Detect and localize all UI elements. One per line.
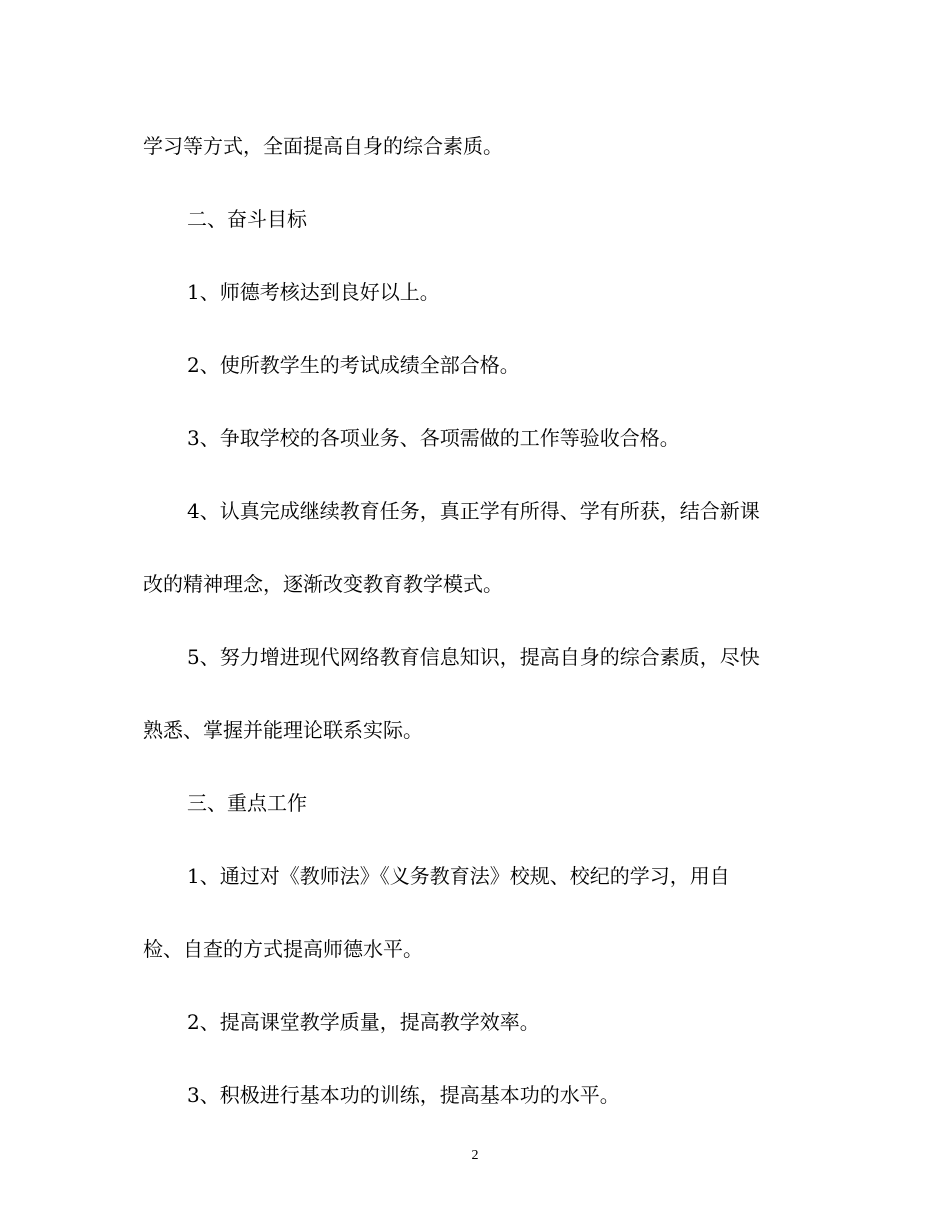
list-item-goal-2: 2、使所教学生的考试成绩全部合格。 xyxy=(187,353,520,377)
list-item-work-1: 1、通过对《教师法》《义务教育法》校规、校纪的学习，用自 xyxy=(187,864,730,888)
section-heading-key-work: 三、重点工作 xyxy=(187,791,307,815)
list-item-work-3: 3、积极进行基本功的训练，提高基本功的水平。 xyxy=(187,1083,620,1107)
list-item-goal-4: 4、认真完成继续教育任务，真正学有所得、学有所获，结合新课 xyxy=(187,499,760,523)
list-item-goal-5: 5、努力增进现代网络教育信息知识，提高自身的综合素质，尽快 xyxy=(187,645,760,669)
section-heading-goals: 二、奋斗目标 xyxy=(187,207,307,231)
list-item-work-2: 2、提高课堂教学质量，提高教学效率。 xyxy=(187,1010,540,1034)
list-item-goal-4-continued: 改的精神理念，逐渐改变教育教学模式。 xyxy=(143,572,503,596)
list-item-goal-1: 1、师德考核达到良好以上。 xyxy=(187,280,440,304)
paragraph-line: 学习等方式，全面提高自身的综合素质。 xyxy=(143,134,503,158)
list-item-goal-5-continued: 熟悉、掌握并能理论联系实际。 xyxy=(143,718,423,742)
page-number: 2 xyxy=(471,1148,479,1163)
document-body xyxy=(143,128,807,1150)
list-item-goal-3: 3、争取学校的各项业务、各项需做的工作等验收合格。 xyxy=(187,426,680,450)
list-item-work-1-continued: 检、自查的方式提高师德水平。 xyxy=(143,937,423,961)
